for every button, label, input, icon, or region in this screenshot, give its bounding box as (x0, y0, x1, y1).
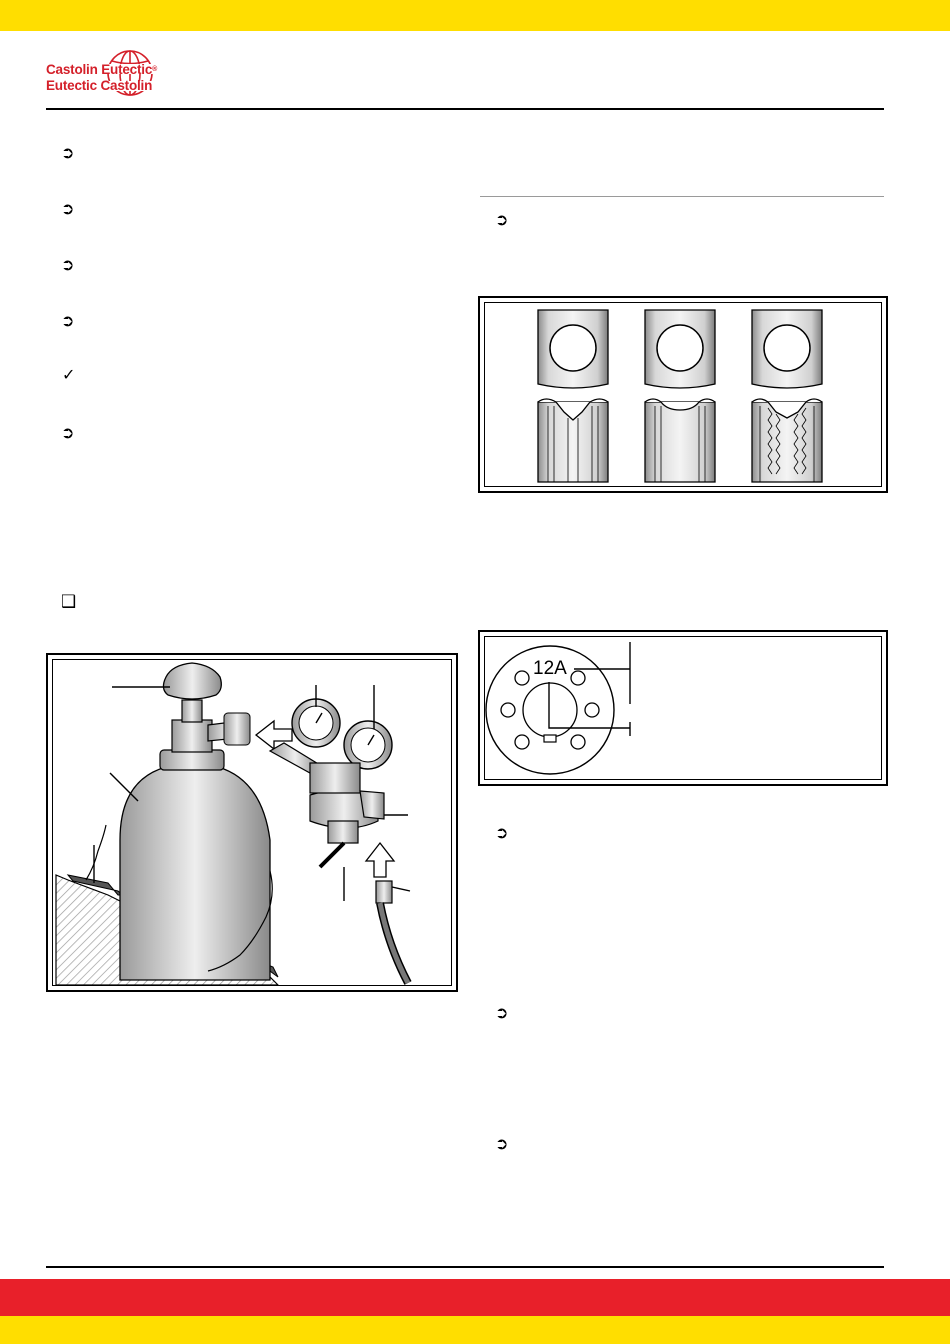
check-icon: ✓ (62, 365, 76, 384)
brand-logo (46, 48, 216, 98)
brand-line1-right: Eutectic (101, 62, 153, 77)
brand-line1-left: Castolin (46, 62, 98, 77)
brand-line2-right: Castolin (100, 78, 153, 93)
gas-cylinder-illustration (48, 655, 456, 990)
arrow-bullet-icon: ➲ (61, 255, 75, 274)
gas-hose (376, 881, 408, 983)
arrow-bullet-icon: ➲ (61, 423, 75, 442)
arrow-bullet-icon: ➲ (495, 823, 509, 842)
bottom-yellow-band (0, 1316, 950, 1344)
roll-marking-text: 12A (533, 658, 567, 679)
arrow-bullet-icon: ➲ (495, 210, 509, 229)
gas-cylinder (120, 663, 270, 980)
bottom-red-band (0, 1279, 950, 1316)
checkbox-icon: ❑ (61, 592, 77, 612)
u-groove-roll (645, 310, 715, 482)
brand-line2-left: Eutectic (46, 78, 97, 93)
arrow-bullet-icon: ➲ (61, 199, 75, 218)
feed-rolls-illustration (480, 298, 886, 491)
feed-rolls-figure (478, 296, 888, 493)
registered-mark: ® (152, 66, 158, 73)
section-divider (480, 196, 884, 197)
roll-marking-figure (478, 630, 888, 786)
top-yellow-band (0, 0, 950, 31)
arrow-bullet-icon: ➲ (61, 311, 75, 330)
roll-marking-illustration (480, 632, 886, 784)
v-groove-roll (538, 310, 608, 482)
arrow-bullet-icon: ➲ (495, 1134, 509, 1153)
arrow-bullet-icon: ➲ (61, 143, 75, 162)
knurled-roll (752, 310, 822, 482)
footer-rule (46, 1266, 884, 1268)
header-rule (46, 108, 884, 110)
gas-cylinder-figure (46, 653, 458, 992)
arrow-bullet-icon: ➲ (495, 1003, 509, 1022)
